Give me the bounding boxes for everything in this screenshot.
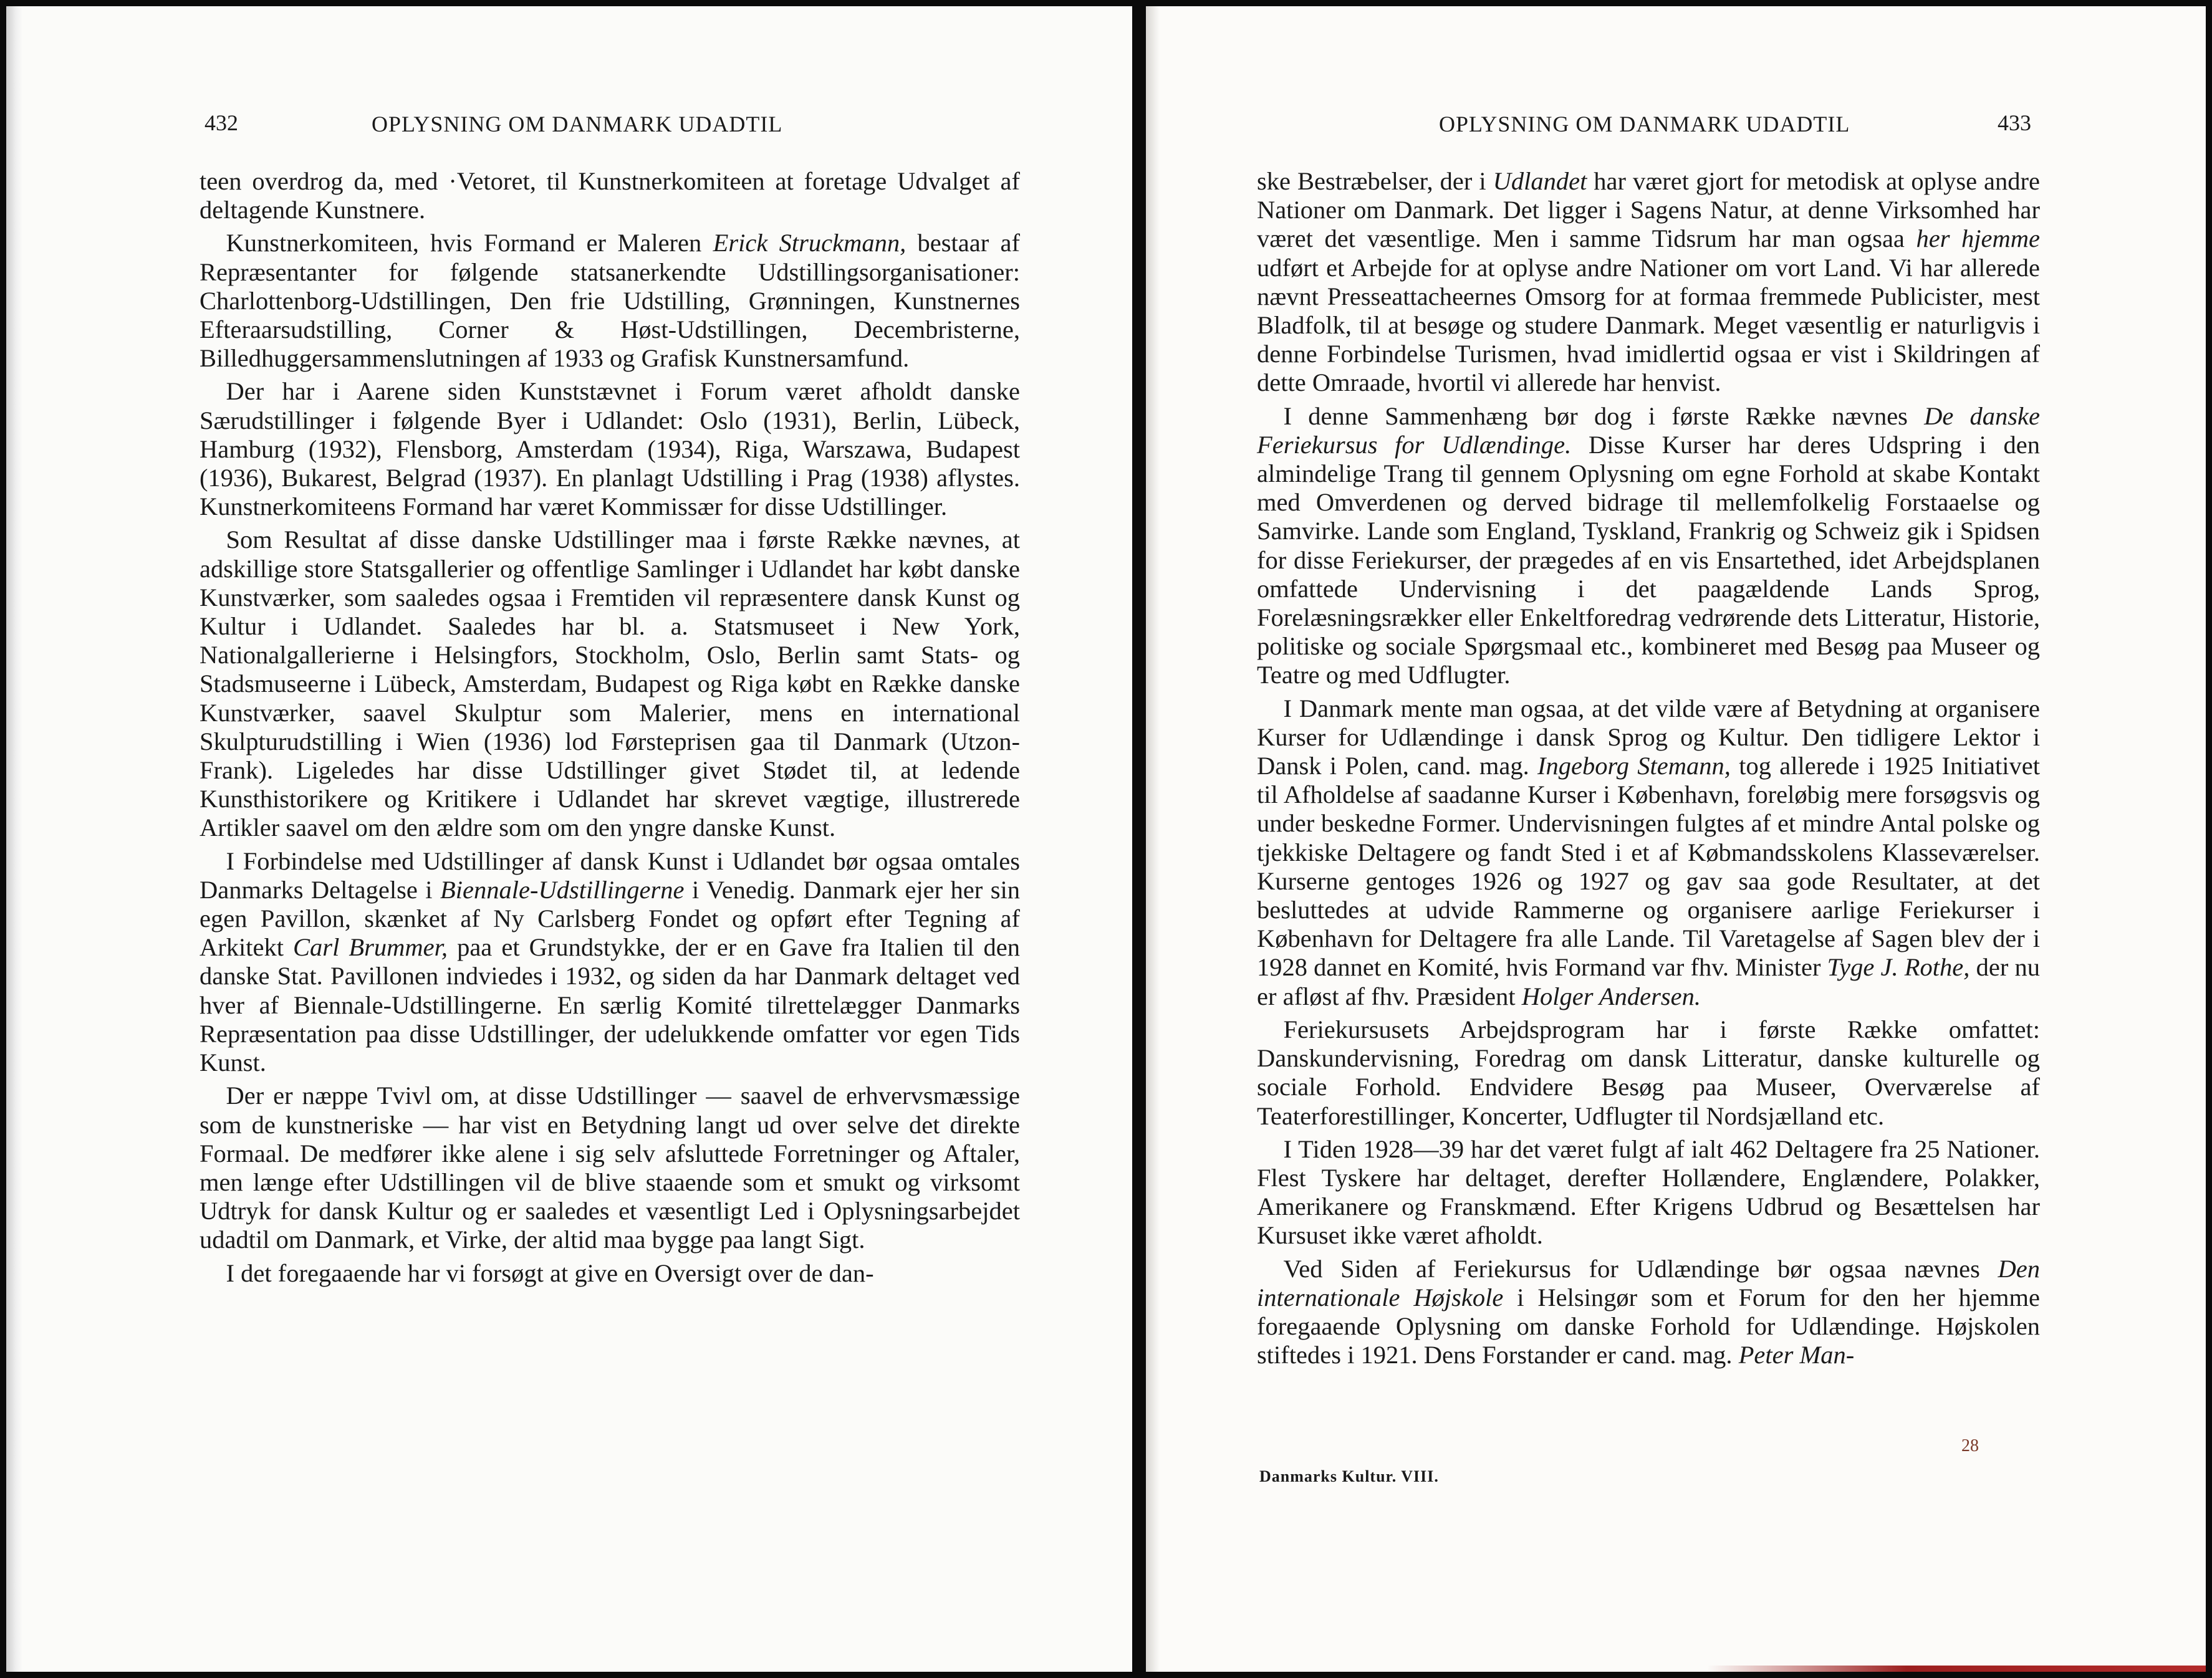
left-body-text (200, 167, 1020, 1292)
italic-text: Ingeborg Stemann, (1537, 752, 1731, 780)
paragraph (200, 1081, 1020, 1254)
paragraph (1257, 1255, 2040, 1370)
italic-text: Tyge J. Rothe, (1827, 953, 1970, 982)
italic-text: her hjemme (1916, 224, 2040, 253)
italic-text: Den internationale Højskole (1257, 1254, 2040, 1311)
right-body-text (1257, 167, 2040, 1374)
italic-text: Udlandet (1493, 167, 1587, 195)
signature-line: Danmarks Kultur. VIII. (1259, 1467, 1439, 1485)
text-run: I det foregaaende har vi forsøgt at give en Oversigt over de dan- (226, 1258, 874, 1287)
running-header-right: OPLYSNING OM DANMARK UDADTIL (1439, 112, 1850, 137)
paragraph (1257, 167, 2040, 398)
text-run: ske Bestræbelser, der i (1257, 167, 1493, 195)
paragraph (1257, 1015, 2040, 1131)
paragraph (200, 167, 1020, 224)
paragraph (200, 847, 1020, 1078)
text-run: i Venedig. Danmark ejer her sin egen Pavillon, skænket af Ny Carlsberg Fondet og opført efter Tegning af Arkitekt (200, 875, 1021, 962)
text-run: Disse Kurser har deres Udspring i den almindelige Trang til gennem Oplysning om egne Forhold at skabe Kontakt med Omverdenen og derved bidrage til mellemfolkelig Forstaaelse og Samvirke. Lande som England, Tyskland, Frankrig og Schweiz gik i Spidsen for disse Feriekurser, der prægedes af en vis Ensartethed, idet Arbejdsplanen omfattede Undervisning i det paagældende Lands Sprog, Forelæsningsrækker eller Enkeltforedrag vedrørende dets Litteratur, Historie, politiske og sociale Spørgsmaal etc., kombineret med Besøg paa Museer og Teatre og med Udflugter. (1257, 430, 2040, 689)
page-number-left: 432 (204, 110, 238, 135)
text-run: paa et Grundstykke, der er en Gave fra Italien til den danske Stat. Pavillonen indviedes i 1932, og siden da har Danmark deltaget ved hver af Biennale-Udstillingerne. En særlig Komité tilrettelægger Danmarks Repræsentation paa disse Udstillinger, der udelukkende omfatter vor egen Tids Kunst. (200, 933, 1020, 1077)
text-run: bestaar af Repræsentanter for følgende statsanerkendte Udstillingsorganisationer: Charlottenborg-Udstillingen, Den frie Udstilling, Grønningen, Kunstnernes Efteraarsudstilling, Corner & Høst-Udstillingen, Decembristerne, Billedhuggersammenslutningen af 1933 og Grafisk Kunstnersamfund. (200, 229, 1021, 373)
text-run: har været gjort for metodisk at oplyse andre Nationer om Danmark. Det ligger i Sagens Natur, at denne Virksomhed har været det væsentlige. Men i samme Tidsrum har man ogsaa (1257, 167, 2040, 253)
page-number-right: 433 (1998, 110, 2031, 135)
text-run: Kunstnerkomiteen, hvis Formand er Maleren (226, 229, 713, 257)
paragraph (200, 525, 1020, 842)
right-page (1146, 6, 2206, 1672)
italic-text: Holger Andersen. (1521, 982, 1701, 1010)
italic-text: Carl Brummer, (293, 933, 448, 962)
text-run: I Tiden 1928—39 har det været fulgt af ialt 462 Deltagere fra 25 Nationer. Flest Tyskere har deltaget, derefter Hollændere, Englændere, Polakker, Amerikanere og Franskmænd. Efter Krigens Udbrud og Besættelsen har Kursuset ikke været afholdt. (1257, 1134, 2040, 1250)
text-run: Som Resultat af disse danske Udstillinger maa i første Række nævnes, at adskillige store Statsgallerier og offentlige Samlinger i Udlandet har købt danske Kunstværker, som saaledes ogsaa i Fremtiden vil repræsentere dansk Kunst og Kultur i Udlandet. Saaledes har bl. a. Statsmuseet i New York, Nationalgallerierne i Helsingfors, Stockholm, Oslo, Berlin samt Stats- og Stadsmuseerne i Lübeck, Amsterdam, Budapest og Riga købt en Række danske Kunstværker, saavel Skulptur som Malerier, mens en international Skulpturudstilling i Wien (1936) lod Førsteprisen gaa til Danmark (Utzon-Frank). Ligeledes har disse Udstillinger givet Stødet til, at ledende Kunsthistorikere og Kritikere i Udlandet har skrevet vægtige, illustrerede Artikler saavel om den ældre som om den yngre danske Kunst. (200, 525, 1020, 842)
text-run: udført et Arbejde for at oplyse andre Nationer om vort Land. Vi har allerede nævnt Presseattacheernes Omsorg for at formaa fremmede Publicister, mest Bladfolk, til at besøge og studere Danmark. Meget væsentlig er naturligvis i denne Forbindelse Turismen, hvad imidlertid ogsaa er vist i Skildringen af dette Omraade, hvortil vi allerede har henvist. (1257, 253, 2040, 397)
text-run: i Helsingør som et Forum for den her hjemme foregaaende Oplysning om danske Forhold for Udlændinge. Højskolen stiftedes i 1921. Dens Forstander er cand. mag. (1257, 1283, 2040, 1369)
paragraph (1257, 1135, 2040, 1250)
paragraph (200, 377, 1020, 521)
text-run: I denne Sammenhæng bør dog i første Række nævnes (1283, 401, 1925, 430)
signature-number: 28 (1961, 1436, 1979, 1455)
text-run: Feriekursusets Arbejdsprogram har i første Række omfattet: Danskundervisning, Foredrag om dansk Litteratur, danske kulturelle og sociale Forhold. Endvidere Besøg paa Museer, Overværelse af Teaterforestillinger, Koncerter, Udflugter til Nordsjælland etc. (1257, 1015, 2040, 1130)
text-run: I Forbindelse med Udstillinger af dansk Kunst i Udlandet bør ogsaa omtales Danmarks Deltagelse i (200, 846, 1020, 904)
left-page (6, 6, 1132, 1672)
text-run: tog allerede i 1925 Initiativet til Afholdelse af saadanne Kurser i København, foreløbig mere forsøgsvis og under beskedne Former. Undervisningen fulgtes af et mindre Antal polske og tjekkiske Deltagere og fandt Sted i et af Købmandsskolens Klasseværelser. Kurserne gentoges 1926 og 1927 og gav saa gode Resultater, at det besluttedes at udvide Rammerne og organisere aarlige Feriekurser i København for Deltagere fra alle Lande. Til Varetagelse af Sagen blev der i 1928 dannet en Komité, hvis Formand var fhv. Minister (1257, 752, 2040, 982)
text-run: I Danmark mente man ogsaa, at det vilde være af Betydning at organisere Kurser for Udlændinge i dansk Sprog og Kultur. Den tidligere Lektor i Dansk i Polen, cand. mag. (1257, 694, 2040, 780)
text-run: Der har i Aarene siden Kunststævnet i Forum været afholdt danske Særudstillinger i følgende Byer i Udlandet: Oslo (1931), Berlin, Lübeck, Hamburg (1932), Flensborg, Amsterdam (1934), Riga, Warszawa, Budapest (1936), Bukarest, Belgrad (1937). En planlagt Udstilling i Prag (1938) aflystes. Kunstnerkomiteens Formand har været Kommissær for disse Udstillinger. (200, 377, 1020, 521)
paragraph (200, 1259, 1020, 1288)
text-run: Der er næppe Tvivl om, at disse Udstillinger — saavel de erhvervsmæssige som de kunstneriske — har vist en Betydning langt ud over selve det direkte Formaal. De medfører ikke alene i sig selv afsluttede Forretninger og Aftaler, men længe efter Udstillingen vil de blive staaende som et smukt og virksomt Udtryk for dansk Kultur og er saaledes et væsentligt Led i Oplysningsarbejdet udadtil om Danmark, et Virke, der altid maa bygge paa langt Sigt. (200, 1081, 1020, 1254)
italic-text: Erick Struckmann, (713, 229, 906, 257)
italic-text: Biennale-Udstillingerne (440, 875, 685, 904)
text-run: Ved Siden af Feriekursus for Udlændinge bør ogsaa nævnes (1283, 1254, 1998, 1283)
text-run: teen overdrog da, med ·Vetoret, til Kunstnerkomiteen at foretage Udvalget af deltagende Kunstnere. (200, 167, 1020, 224)
paragraph (200, 229, 1020, 373)
text-run: der nu er afløst af fhv. Præsident (1257, 953, 2040, 1010)
paragraph (1257, 402, 2040, 690)
italic-text: De danske Feriekursus for Udlændinge. (1257, 401, 2041, 459)
italic-text: Peter Man- (1738, 1341, 1855, 1369)
paragraph (1257, 694, 2040, 1011)
running-header-left: OPLYSNING OM DANMARK UDADTIL (372, 112, 783, 137)
